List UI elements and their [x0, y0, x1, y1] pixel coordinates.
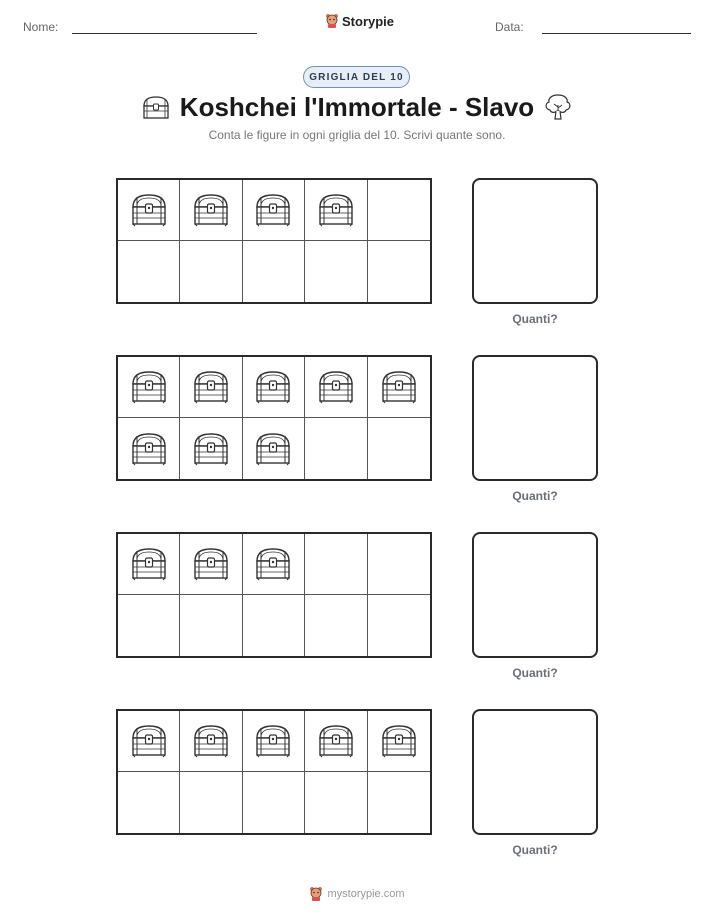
tree-icon — [543, 93, 573, 126]
ten-frame-3 — [116, 532, 432, 658]
frame-cell — [243, 241, 305, 302]
ten-frame-4 — [116, 709, 432, 835]
name-line — [72, 33, 257, 34]
frame-cell — [305, 180, 367, 241]
frame-cell — [305, 711, 367, 772]
date-label: Data: — [495, 20, 524, 34]
page-title: Koshchei l'Immortale - Slavo — [179, 92, 535, 122]
date-line — [542, 33, 691, 34]
frame-cell — [180, 772, 242, 833]
treasure-chest-icon — [129, 723, 169, 759]
treasure-chest-icon — [191, 546, 231, 582]
treasure-chest-icon — [129, 546, 169, 582]
treasure-chest-icon — [191, 369, 231, 405]
frame-cell — [180, 241, 242, 302]
frame-cell — [368, 180, 430, 241]
answer-box-2[interactable] — [472, 355, 598, 481]
frame-cell — [118, 534, 180, 595]
frame-cell — [368, 357, 430, 418]
frame-cell — [243, 534, 305, 595]
frame-cell — [118, 711, 180, 772]
treasure-chest-icon — [379, 723, 419, 759]
treasure-chest-icon — [191, 192, 231, 228]
frame-cell — [243, 595, 305, 656]
frame-cell — [118, 418, 180, 479]
frame-cell — [243, 772, 305, 833]
frame-cell — [180, 180, 242, 241]
frame-cell — [180, 418, 242, 479]
frame-cell — [180, 595, 242, 656]
answer-box-3[interactable] — [472, 532, 598, 658]
treasure-chest-icon — [316, 723, 356, 759]
frame-cell — [305, 534, 367, 595]
treasure-chest-icon — [253, 369, 293, 405]
frame-cell — [368, 534, 430, 595]
footer — [0, 886, 714, 902]
answer-label-2: Quanti? — [512, 489, 558, 503]
brand-name: Storypie — [342, 13, 395, 29]
storypie-mascot-icon — [309, 886, 323, 902]
frame-cell — [118, 595, 180, 656]
footer-url: mystorypie.com — [327, 888, 405, 900]
frame-cell — [118, 772, 180, 833]
treasure-chest-icon — [253, 431, 293, 467]
answer-label-1: Quanti? — [512, 312, 558, 326]
frame-cell — [243, 180, 305, 241]
frame-cell — [305, 418, 367, 479]
worksheet-type-badge: GRIGLIA DEL 10 — [303, 66, 410, 88]
treasure-chest-icon — [253, 546, 293, 582]
frame-cell — [368, 595, 430, 656]
storypie-mascot-icon — [325, 13, 339, 29]
frame-cell — [368, 772, 430, 833]
treasure-chest-icon — [191, 431, 231, 467]
instructions: Conta le figure in ogni griglia del 10. Scrivi quante sono. — [208, 128, 506, 142]
frame-cell — [305, 357, 367, 418]
ten-frame-1 — [116, 178, 432, 304]
frame-cell — [118, 180, 180, 241]
frame-cell — [368, 418, 430, 479]
treasure-chest-icon — [253, 192, 293, 228]
frame-cell — [243, 418, 305, 479]
answer-box-1[interactable] — [472, 178, 598, 304]
frame-cell — [118, 357, 180, 418]
frame-cell — [368, 241, 430, 302]
frame-cell — [305, 595, 367, 656]
treasure-chest-icon — [253, 723, 293, 759]
ten-frame-2 — [116, 355, 432, 481]
answer-label-4: Quanti? — [512, 843, 558, 857]
frame-cell — [118, 241, 180, 302]
frame-cell — [305, 772, 367, 833]
treasure-chest-icon — [316, 369, 356, 405]
treasure-chest-icon — [191, 723, 231, 759]
treasure-chest-icon — [129, 192, 169, 228]
frame-cell — [368, 711, 430, 772]
answer-label-3: Quanti? — [512, 666, 558, 680]
frame-cell — [243, 357, 305, 418]
frame-cell — [305, 241, 367, 302]
name-label: Nome: — [23, 20, 59, 34]
answer-box-4[interactable] — [472, 709, 598, 835]
treasure-chest-icon — [316, 192, 356, 228]
frame-cell — [180, 711, 242, 772]
treasure-chest-icon — [379, 369, 419, 405]
treasure-chest-icon — [129, 431, 169, 467]
frame-cell — [243, 711, 305, 772]
treasure-chest-icon — [129, 369, 169, 405]
frame-cell — [180, 357, 242, 418]
frame-cell — [180, 534, 242, 595]
brand-logo — [325, 13, 394, 29]
